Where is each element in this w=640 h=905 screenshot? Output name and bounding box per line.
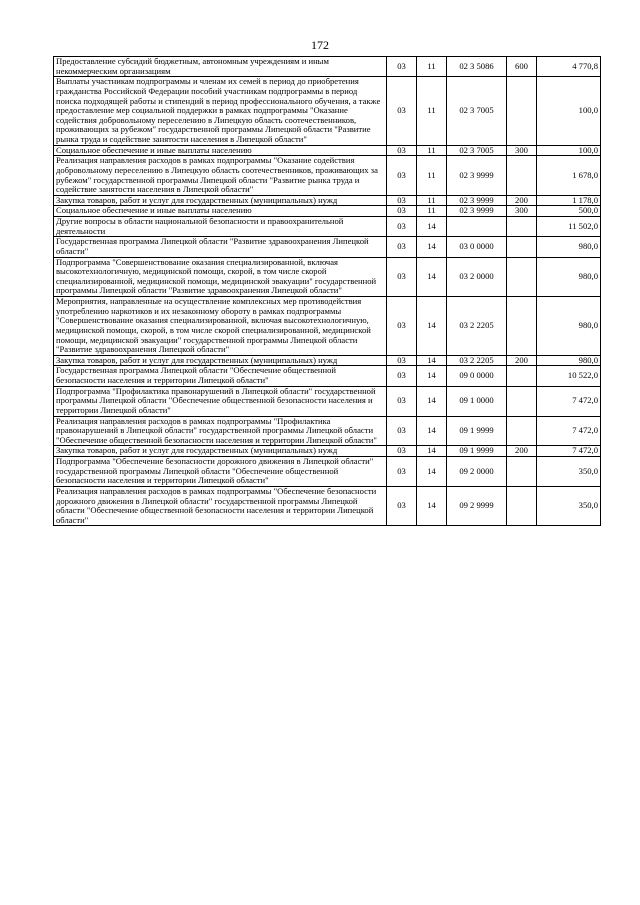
row-name-cell: Социальное обеспечение и иные выплаты населению bbox=[54, 145, 387, 156]
row-name-cell: Мероприятия, направленные на осуществление комплексных мер противодействия употреблению наркотиков и их незаконному обороту в рамках подпрограммы "Совершенствование оказания специализированной, включая высокотехнологичную, медицинской помощи, скорой, в том числе скорой специализированной, медицинской помощи, медицинской эвакуации" государственной программы Липецкой области "Развитие здравоохранения Липецкой области" bbox=[54, 297, 387, 356]
row-section-cell: 03 bbox=[387, 257, 417, 297]
row-subsection-cell: 14 bbox=[417, 457, 447, 487]
row-amount-cell: 980,0 bbox=[537, 297, 601, 356]
row-expense-type-cell: 300 bbox=[507, 206, 537, 217]
table-row bbox=[54, 297, 601, 356]
row-name-cell: Предоставление субсидий бюджетным, автономным учреждениям и иным некоммерческим организациям bbox=[54, 57, 387, 77]
row-expense-type-cell: 300 bbox=[507, 145, 537, 156]
row-section-cell: 03 bbox=[387, 486, 417, 526]
row-expense-type-cell bbox=[507, 237, 537, 257]
row-name-cell: Подпрограмма "Обеспечение безопасности дорожного движения в Липецкой области" государственной программы Липецкой области "Обеспечение общественной безопасности населения и территории Липецкой области" bbox=[54, 457, 387, 487]
row-expense-type-cell: 600 bbox=[507, 57, 537, 77]
row-amount-cell: 100,0 bbox=[537, 145, 601, 156]
row-name-cell: Социальное обеспечение и иные выплаты населению bbox=[54, 206, 387, 217]
row-amount-cell: 1 178,0 bbox=[537, 195, 601, 206]
row-section-cell: 03 bbox=[387, 145, 417, 156]
row-expense-type-cell bbox=[507, 77, 537, 145]
table-row bbox=[54, 237, 601, 257]
table-row bbox=[54, 145, 601, 156]
table-row bbox=[54, 257, 601, 297]
row-amount-cell: 4 770,8 bbox=[537, 57, 601, 77]
row-subsection-cell: 14 bbox=[417, 257, 447, 297]
row-amount-cell: 350,0 bbox=[537, 457, 601, 487]
row-subsection-cell: 11 bbox=[417, 156, 447, 196]
row-section-cell: 03 bbox=[387, 366, 417, 386]
row-target-article-cell: 03 2 2205 bbox=[447, 297, 507, 356]
table-row bbox=[54, 457, 601, 487]
row-subsection-cell: 14 bbox=[417, 416, 447, 446]
row-name-cell: Выплаты участникам подпрограммы и членам их семей в период до приобретения гражданства Российской Федерации пособий участникам подпрограммы в период поиска подходящей работы и стипендий в период профессионального обучения, а также предоставление мер социальной поддержки в рамках подпрограммы "Оказание содействия добровольному переселению в Липецкую область соотечественников, проживающих за рубежом" государственной программы Липецкой области "Развитие рынка труда и содействие занятости населения в Липецкой области" bbox=[54, 77, 387, 145]
row-expense-type-cell bbox=[507, 217, 537, 237]
row-target-article-cell: 02 3 5086 bbox=[447, 57, 507, 77]
row-subsection-cell: 14 bbox=[417, 366, 447, 386]
row-subsection-cell: 14 bbox=[417, 386, 447, 416]
row-amount-cell: 10 522,0 bbox=[537, 366, 601, 386]
row-name-cell: Реализация направления расходов в рамках подпрограммы "Оказание содействия добровольному переселению в Липецкую область соотечественников, проживающих за рубежом" государственной программы Липецкой области "Развитие рынка труда и содействие занятости населения в Липецкой области" bbox=[54, 156, 387, 196]
table-row bbox=[54, 386, 601, 416]
row-name-cell: Другие вопросы в области национальной безопасности и правоохранительной деятельности bbox=[54, 217, 387, 237]
row-target-article-cell: 09 1 9999 bbox=[447, 446, 507, 457]
row-name-cell: Подпрограмма "Профилактика правонарушений в Липецкой области" государственной программы Липецкой области "Обеспечение общественной безопасности населения и территории Липецкой области" bbox=[54, 386, 387, 416]
table-row bbox=[54, 446, 601, 457]
row-expense-type-cell bbox=[507, 416, 537, 446]
table-row bbox=[54, 416, 601, 446]
table-row bbox=[54, 156, 601, 196]
row-subsection-cell: 14 bbox=[417, 297, 447, 356]
row-amount-cell: 7 472,0 bbox=[537, 386, 601, 416]
row-subsection-cell: 11 bbox=[417, 195, 447, 206]
page-number: 172 bbox=[311, 38, 329, 52]
row-subsection-cell: 11 bbox=[417, 77, 447, 145]
row-subsection-cell: 14 bbox=[417, 486, 447, 526]
row-amount-cell: 350,0 bbox=[537, 486, 601, 526]
row-expense-type-cell bbox=[507, 257, 537, 297]
row-target-article-cell: 02 3 7005 bbox=[447, 77, 507, 145]
row-name-cell: Государственная программа Липецкой области "Обеспечение общественной безопасности населения и территории Липецкой области" bbox=[54, 366, 387, 386]
row-subsection-cell: 11 bbox=[417, 57, 447, 77]
row-target-article-cell bbox=[447, 217, 507, 237]
row-expense-type-cell: 200 bbox=[507, 195, 537, 206]
row-amount-cell: 1 678,0 bbox=[537, 156, 601, 196]
row-section-cell: 03 bbox=[387, 237, 417, 257]
row-section-cell: 03 bbox=[387, 206, 417, 217]
row-amount-cell: 980,0 bbox=[537, 355, 601, 366]
row-amount-cell: 980,0 bbox=[537, 237, 601, 257]
row-expense-type-cell bbox=[507, 386, 537, 416]
row-section-cell: 03 bbox=[387, 195, 417, 206]
row-amount-cell: 980,0 bbox=[537, 257, 601, 297]
row-target-article-cell: 09 1 9999 bbox=[447, 416, 507, 446]
row-amount-cell: 7 472,0 bbox=[537, 416, 601, 446]
table-row bbox=[54, 217, 601, 237]
row-section-cell: 03 bbox=[387, 355, 417, 366]
row-target-article-cell: 09 1 0000 bbox=[447, 386, 507, 416]
row-target-article-cell: 02 3 7005 bbox=[447, 145, 507, 156]
row-target-article-cell: 09 2 9999 bbox=[447, 486, 507, 526]
row-subsection-cell: 11 bbox=[417, 206, 447, 217]
row-amount-cell: 7 472,0 bbox=[537, 446, 601, 457]
table-row bbox=[54, 486, 601, 526]
row-name-cell: Закупка товаров, работ и услуг для государственных (муниципальных) нужд bbox=[54, 446, 387, 457]
row-subsection-cell: 14 bbox=[417, 355, 447, 366]
row-expense-type-cell: 200 bbox=[507, 355, 537, 366]
row-subsection-cell: 11 bbox=[417, 145, 447, 156]
budget-table-body bbox=[54, 57, 601, 526]
table-row bbox=[54, 57, 601, 77]
row-name-cell: Реализация направления расходов в рамках подпрограммы "Профилактика правонарушений в Липецкой области" государственной программы Липецкой области "Обеспечение общественной безопасности населения и территории Липецкой области" bbox=[54, 416, 387, 446]
row-expense-type-cell bbox=[507, 366, 537, 386]
row-target-article-cell: 02 3 9999 bbox=[447, 156, 507, 196]
row-section-cell: 03 bbox=[387, 217, 417, 237]
table-row bbox=[54, 77, 601, 145]
row-target-article-cell: 03 0 0000 bbox=[447, 237, 507, 257]
row-section-cell: 03 bbox=[387, 57, 417, 77]
row-target-article-cell: 02 3 9999 bbox=[447, 195, 507, 206]
table-row bbox=[54, 366, 601, 386]
row-section-cell: 03 bbox=[387, 446, 417, 457]
row-amount-cell: 100,0 bbox=[537, 77, 601, 145]
row-section-cell: 03 bbox=[387, 386, 417, 416]
row-amount-cell: 11 502,0 bbox=[537, 217, 601, 237]
row-section-cell: 03 bbox=[387, 77, 417, 145]
row-subsection-cell: 14 bbox=[417, 217, 447, 237]
row-target-article-cell: 02 3 9999 bbox=[447, 206, 507, 217]
row-expense-type-cell: 200 bbox=[507, 446, 537, 457]
table-row bbox=[54, 195, 601, 206]
row-target-article-cell: 09 0 0000 bbox=[447, 366, 507, 386]
row-target-article-cell: 03 2 2205 bbox=[447, 355, 507, 366]
row-name-cell: Государственная программа Липецкой области "Развитие здравоохранения Липецкой области" bbox=[54, 237, 387, 257]
row-target-article-cell: 03 2 0000 bbox=[447, 257, 507, 297]
row-section-cell: 03 bbox=[387, 457, 417, 487]
table-row bbox=[54, 206, 601, 217]
row-subsection-cell: 14 bbox=[417, 446, 447, 457]
row-name-cell: Реализация направления расходов в рамках подпрограммы "Обеспечение безопасности дорожного движения в Липецкой области" государственной программы Липецкой области "Обеспечение общественной безопасности населения и территории Липецкой области" bbox=[54, 486, 387, 526]
row-target-article-cell: 09 2 0000 bbox=[447, 457, 507, 487]
row-section-cell: 03 bbox=[387, 297, 417, 356]
budget-table bbox=[53, 56, 601, 526]
row-expense-type-cell bbox=[507, 156, 537, 196]
table-row bbox=[54, 355, 601, 366]
row-expense-type-cell bbox=[507, 297, 537, 356]
row-section-cell: 03 bbox=[387, 416, 417, 446]
row-expense-type-cell bbox=[507, 486, 537, 526]
row-expense-type-cell bbox=[507, 457, 537, 487]
row-subsection-cell: 14 bbox=[417, 237, 447, 257]
row-section-cell: 03 bbox=[387, 156, 417, 196]
row-name-cell: Закупка товаров, работ и услуг для государственных (муниципальных) нужд bbox=[54, 355, 387, 366]
row-name-cell: Закупка товаров, работ и услуг для государственных (муниципальных) нужд bbox=[54, 195, 387, 206]
row-name-cell: Подпрограмма "Совершенствование оказания специализированной, включая высокотехнологичную, медицинской помощи, скорой, в том числе скорой специализированной, медицинской помощи, медицинской эвакуации" государственной программы Липецкой области "Развитие здравоохранения Липецкой области" bbox=[54, 257, 387, 297]
row-amount-cell: 500,0 bbox=[537, 206, 601, 217]
